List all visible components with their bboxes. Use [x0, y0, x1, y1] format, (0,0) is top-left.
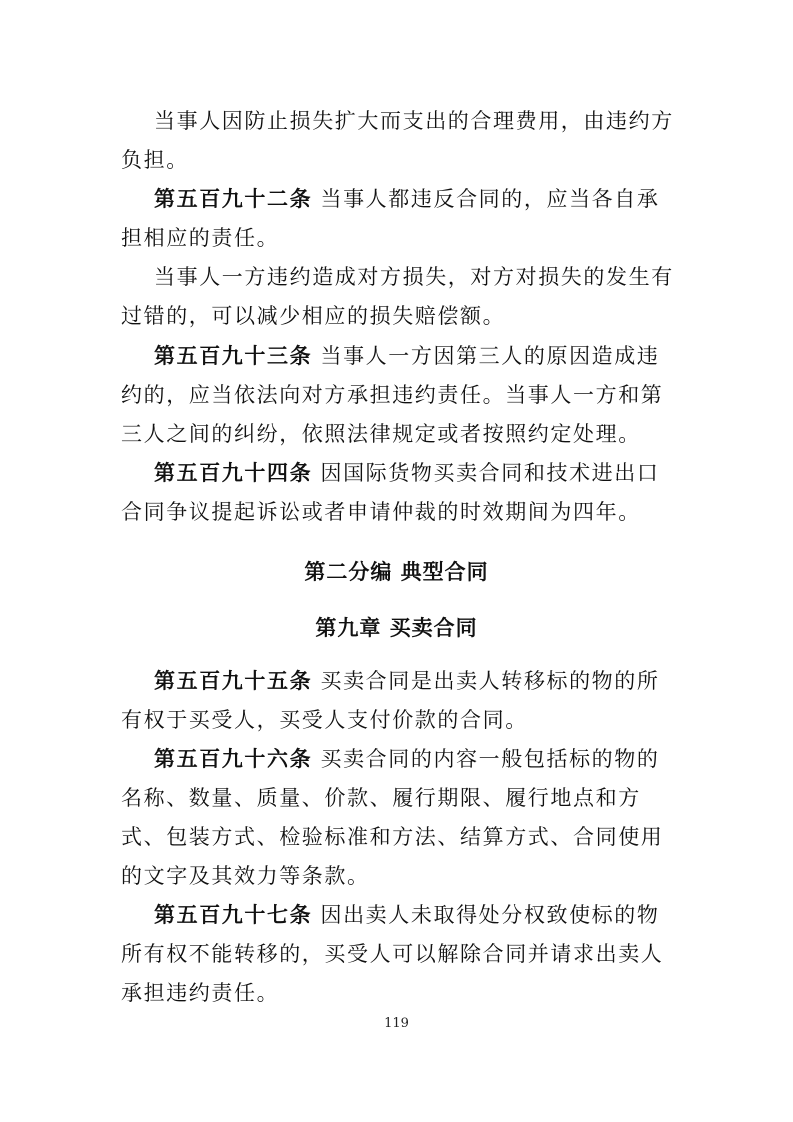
paragraph-article-597 [121, 896, 681, 1013]
paragraph-article-593 [121, 337, 681, 454]
paragraph-text: 当事人一方因第三人的原因造成违约的，应当依法向对方承担违约责任。当事人一方和第三人之间的纠纷，依照法律规定或者按照约定处理。 [121, 344, 664, 446]
paragraph-fault-reduction [121, 258, 681, 336]
paragraph-text: 因国际货物买卖合同和技术进出口合同争议提起诉讼或者申请仲裁的时效期间为四年。 [121, 461, 660, 524]
paragraph-article-596 [121, 740, 681, 896]
paragraph-text: 当事人都违反合同的，应当各自承担相应的责任。 [121, 187, 660, 250]
article-number: 第五百九十二条 [154, 187, 313, 211]
paragraph-text: 当事人因防止损失扩大而支出的合理费用，由违约方负担。 [121, 109, 674, 172]
article-number: 第五百九十七条 [154, 903, 313, 927]
paragraph-text: 买卖合同的内容一般包括标的物的名称、数量、质量、价款、履行期限、履行地点和方式、包装方式、检验标准和方法、结算方式、合同使用的文字及其效力等条款。 [121, 747, 664, 888]
paragraph-article-594 [121, 454, 681, 532]
paragraph-text: 买卖合同是出卖人转移标的物的所有权于买受人，买受人支付价款的合同。 [121, 669, 660, 732]
part-heading: 第二分编 典型合同 [304, 560, 489, 584]
page-number: 119 [384, 1016, 409, 1031]
chapter-heading: 第九章 买卖合同 [315, 616, 478, 640]
paragraph-text: 因出卖人未取得处分权致使标的物所有权不能转移的，买受人可以解除合同并请求出卖人承担违约责任。 [121, 903, 664, 1005]
article-number: 第五百九十六条 [154, 747, 313, 771]
article-number: 第五百九十五条 [154, 669, 313, 693]
paragraph-article-595 [121, 662, 681, 740]
paragraph-text: 当事人一方违约造成对方损失，对方对损失的发生有过错的，可以减少相应的损失赔偿额。 [121, 265, 674, 328]
article-number: 第五百九十三条 [154, 344, 313, 368]
paragraph-loss-expense [121, 102, 681, 180]
article-number: 第五百九十四条 [154, 461, 313, 485]
paragraph-article-592 [121, 180, 681, 258]
